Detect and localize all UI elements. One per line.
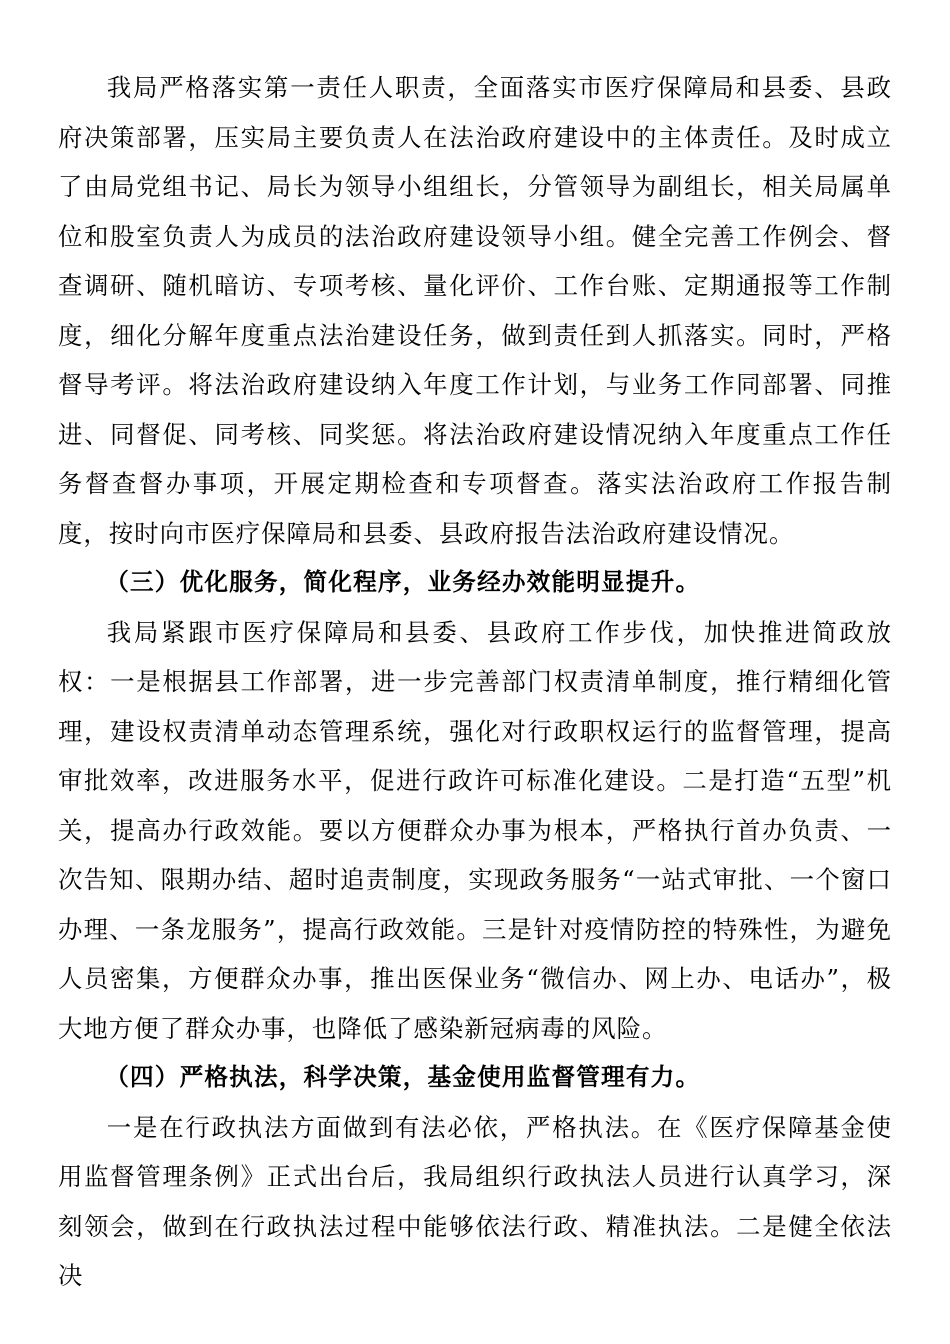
section-heading-4: （四）严格执法，科学决策，基金使用监督管理有力。 [105, 1063, 701, 1091]
paragraph-law-enforcement: 一是在行政执法方面做到有法必依，严格执法。在《医疗保障基金使用监督管理条例》正式出台后，我局组织行政执法人员进行认真学习，深刻领会，做到在行政执法过程中能够依法行政、精准执法。二是健全依法决 [58, 1112, 892, 1290]
paragraph-service-optimization: 我局紧跟市医疗保障局和县委、县政府工作步伐，加快推进简政放权：一是根据县工作部署，进一步完善部门权责清单制度，推行精细化管理，建设权责清单动态管理系统，强化对行政职权运行的监督管理，提高审批效率，改进服务水平，促进行政许可标准化建设。二是打造“五型”机关，提高办行政效能。要以方便群众办事为根本，严格执行首办负责、一次告知、限期办结、超时追责制度，实现政务服务“一站式审批、一个窗口办理、一条龙服务”，提高行政效能。三是针对疫情防控的特殊性，为避免人员密集，方便群众办事，推出医保业务“微信办、网上办、电话办”，极大地方便了群众办事，也降低了感染新冠病毒的风险。 [58, 617, 892, 1043]
paragraph-responsibility: 我局严格落实第一责任人职责，全面落实市医疗保障局和县委、县政府决策部署，压实局主要负责人在法治政府建设中的主体责任。及时成立了由局党组书记、局长为领导小组组长，分管领导为副组长，相关局属单位和股室负责人为成员的法治政府建设领导小组。健全完善工作例会、督查调研、随机暗访、专项考核、量化评价、工作台账、定期通报等工作制度，细化分解年度重点法治建设任务，做到责任到人抓落实。同时，严格督导考评。将法治政府建设纳入年度工作计划，与业务工作同部署、同推进、同督促、同考核、同奖惩。将法治政府建设情况纳入年度重点工作任务督查督办事项，开展定期检查和专项督查。落实法治政府工作报告制度，按时向市医疗保障局和县委、县政府报告法治政府建设情况。 [58, 73, 892, 548]
document-page [58, 63, 892, 1301]
section-heading-3: （三）优化服务，简化程序，业务经办效能明显提升。 [105, 568, 701, 596]
